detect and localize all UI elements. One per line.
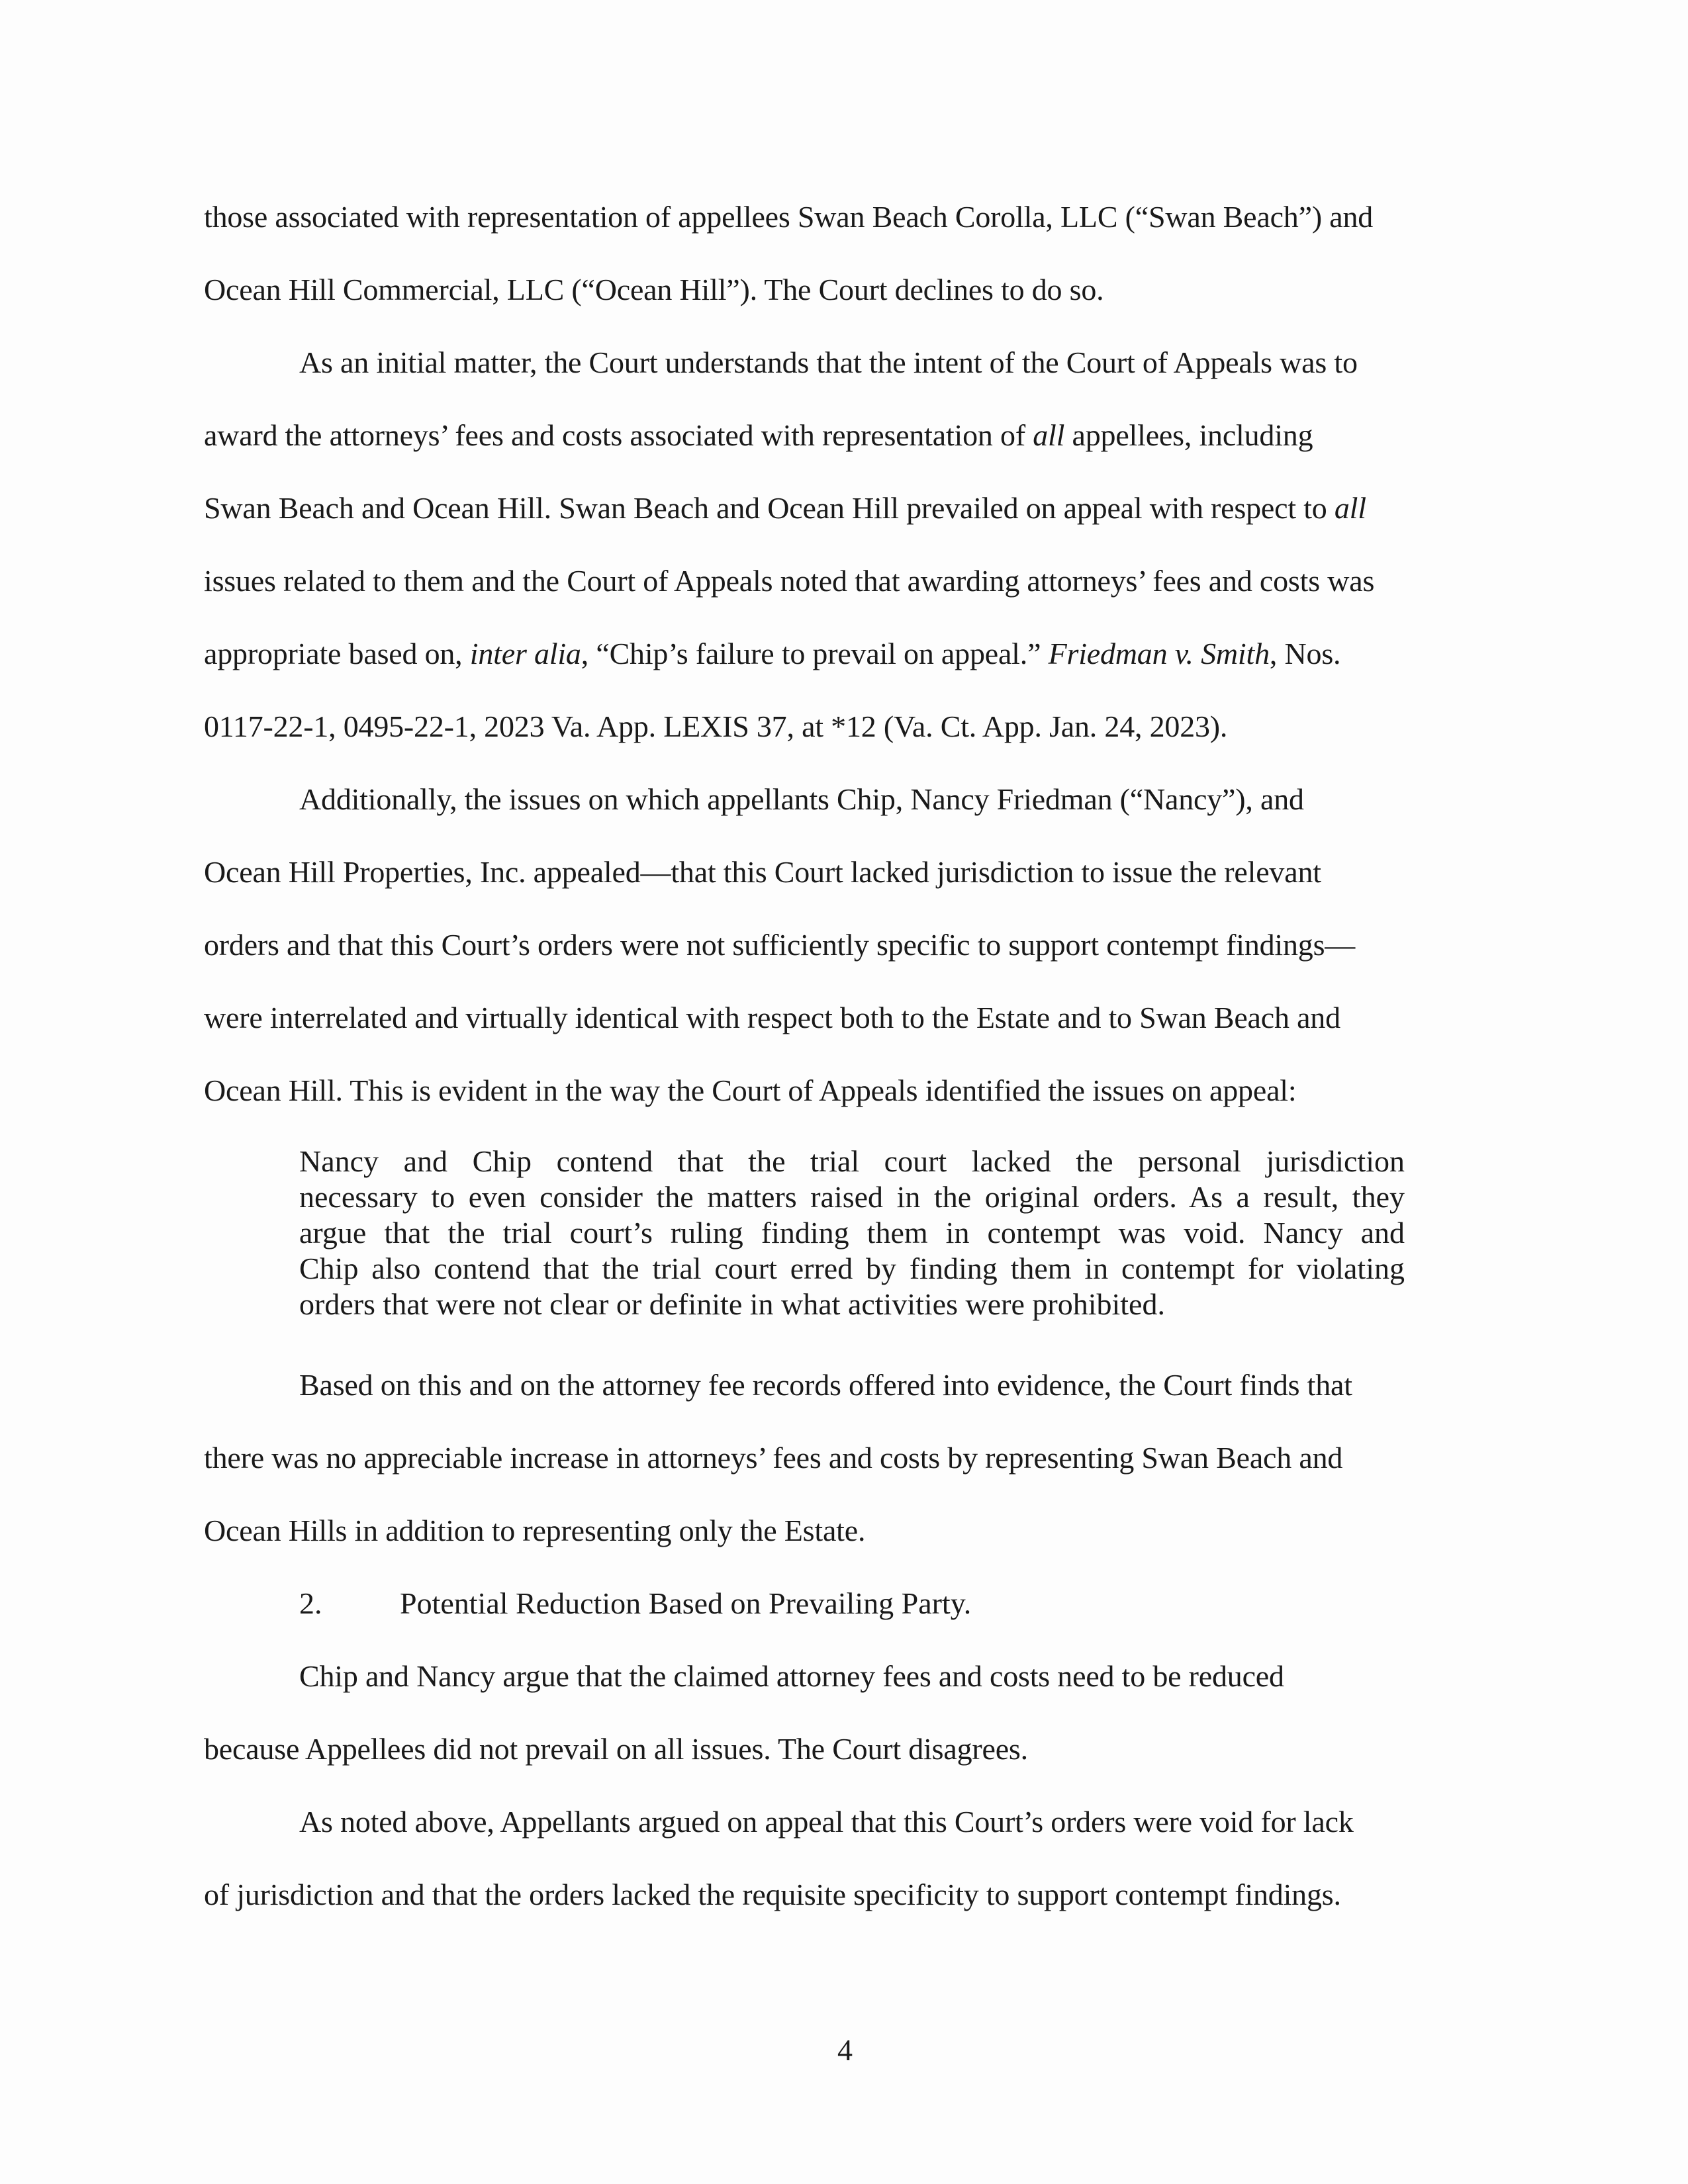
quote-line: necessary to even consider the matters raised in the original orders. As a result, they [299,1180,1405,1214]
paragraph-line: award the attorneys’ fees and costs associated with representation of all appellees, including [204,418,1313,452]
quote-line: argue that the trial court’s ruling finding them in contempt was void. Nancy and [299,1216,1405,1250]
page-number: 4 [837,2033,853,2067]
paragraph-line: Chip and Nancy argue that the claimed attorney fees and costs need to be reduced [299,1659,1284,1693]
paragraph-line: Ocean Hill. This is evident in the way the Court of Appeals identified the issues on appeal: [204,1073,1297,1107]
paragraph-line: were interrelated and virtually identical with respect both to the Estate and to Swan Beach and [204,1001,1340,1034]
paragraph-line: As an initial matter, the Court understands that the intent of the Court of Appeals was to [299,345,1358,379]
paragraph-line: 0117-22-1, 0495-22-1, 2023 Va. App. LEXIS 37, at *12 (Va. Ct. App. Jan. 24, 2023). [204,709,1228,743]
emphasis: inter alia [469,637,581,670]
paragraph-line: those associated with representation of appellees Swan Beach Corolla, LLC (“Swan Beach”) and [204,200,1374,234]
section-heading: Potential Reduction Based on Prevailing Party. [400,1586,972,1620]
paragraph-line: because Appellees did not prevail on all issues. The Court disagrees. [204,1732,1028,1766]
case-citation: Friedman v. Smith [1048,637,1270,670]
paragraph-line: Additionally, the issues on which appellants Chip, Nancy Friedman (“Nancy”), and [299,782,1304,816]
paragraph-line: Ocean Hill Commercial, LLC (“Ocean Hill”). The Court declines to do so. [204,273,1104,306]
paragraph-line: of jurisdiction and that the orders lacked the requisite specificity to support contempt findings. [204,1878,1341,1911]
paragraph-line: Swan Beach and Ocean Hill. Swan Beach and Ocean Hill prevailed on appeal with respect to all [204,491,1366,525]
section-number: 2. [299,1586,322,1620]
paragraph-line: there was no appreciable increase in attorneys’ fees and costs by representing Swan Beach and [204,1441,1343,1475]
emphasis: all [1334,491,1366,525]
quote-line: Chip also contend that the trial court erred by finding them in contempt for violating [299,1251,1405,1285]
paragraph-line: orders and that this Court’s orders were not sufficiently specific to support contempt findings— [204,928,1356,962]
paragraph-line: issues related to them and the Court of Appeals noted that awarding attorneys’ fees and costs was [204,564,1375,598]
block-quote [299,1144,1405,1322]
emphasis: all [1033,418,1065,452]
paragraph-line: appropriate based on, inter alia, “Chip’s failure to prevail on appeal.” Friedman v. Smith, Nos. [204,637,1341,670]
paragraph-line: Based on this and on the attorney fee records offered into evidence, the Court finds that [299,1368,1352,1402]
paragraph-line: Ocean Hills in addition to representing only the Estate. [204,1514,866,1547]
paragraph-line: Ocean Hill Properties, Inc. appealed—that this Court lacked jurisdiction to issue the relevant [204,855,1321,889]
paragraph-line: As noted above, Appellants argued on appeal that this Court’s orders were void for lack [299,1805,1354,1839]
quote-line: Nancy and Chip contend that the trial court lacked the personal jurisdiction [299,1144,1405,1178]
quote-line: orders that were not clear or definite in what activities were prohibited. [299,1287,1165,1321]
